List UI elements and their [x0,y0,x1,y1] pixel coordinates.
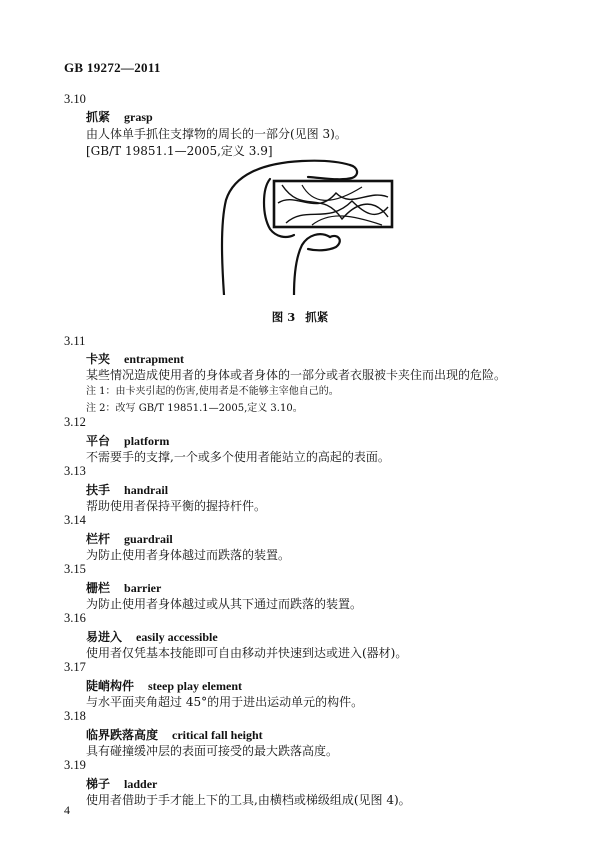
clause-number: 3.11 [64,334,86,348]
term-definition: 由人体单手抓住支撑物的周长的一部分(见图 3)。 [86,127,347,141]
term-zh: 栅栏 [86,581,111,595]
figure-title: 抓紧 [305,310,329,324]
term-zh: 梯子 [86,777,111,791]
term-definition: 某些情况造成使用者的身体或者身体的一部分或者衣服被卡夹住而出现的危险。 [86,368,507,382]
page-number: 4 [64,803,70,817]
grasp-hand-illustration [212,145,402,295]
clause-number: 3.15 [64,562,86,576]
term-reference: [GB/T 19851.1—2005,定义 3.9] [86,144,273,158]
clause-number: 3.17 [64,660,86,674]
term-en: grasp [124,110,153,124]
term-zh: 抓紧 [86,110,111,124]
standard-header: GB 19272—2011 [64,60,161,75]
term-heading [86,432,169,449]
term-en: platform [124,434,170,448]
term-zh: 易进入 [86,630,123,644]
term-zh: 卡夹 [86,352,111,366]
clause-number: 3.19 [64,758,86,772]
term-zh: 平台 [86,434,111,448]
term-definition: 使用者借助于手才能上下的工具,由横档或梯级组成(见图 4)。 [86,793,411,807]
term-heading [86,726,263,743]
term-definition: 为防止使用者身体越过或从其下通过而跌落的装置。 [86,597,363,611]
term-zh: 陡峭构件 [86,679,135,693]
clause-number: 3.10 [64,92,86,106]
term-heading [86,579,161,596]
term-definition: 为防止使用者身体越过而跌落的装置。 [86,548,291,562]
term-heading [86,775,157,792]
term-heading [86,628,218,645]
figure-caption [0,309,600,325]
term-definition: 不需要手的支撑,一个或多个使用者能站立的高起的表面。 [86,450,390,464]
term-zh: 栏杆 [86,532,111,546]
clause-number: 3.12 [64,415,86,429]
clause-number: 3.16 [64,611,86,625]
term-heading [86,530,173,547]
term-en: critical fall height [172,728,263,742]
term-heading [86,481,168,498]
term-zh: 临界跌落高度 [86,728,159,742]
term-definition: 帮助使用者保持平衡的握持杆件。 [86,499,267,513]
figure-label: 图 3 [271,310,296,324]
term-definition: 具有碰撞缓冲层的表面可接受的最大跌落高度。 [86,744,339,758]
term-en: easily accessible [136,630,218,644]
term-en: steep play element [148,679,242,693]
clause-number: 3.13 [64,464,86,478]
term-note: 注 2：改写 GB/T 19851.1—2005,定义 3.10。 [86,403,303,414]
term-heading [86,108,153,125]
term-heading [86,677,242,694]
term-definition: 使用者仅凭基本技能即可自由移动并快速到达或进入(器材)。 [86,646,408,660]
term-en: handrail [124,483,169,497]
term-definition: 与水平面夹角超过 45°的用于进出运动单元的构件。 [86,695,364,709]
term-en: ladder [124,777,158,791]
term-en: guardrail [124,532,173,546]
clause-number: 3.18 [64,709,86,723]
term-en: entrapment [124,352,185,366]
term-en: barrier [124,581,162,595]
clause-number: 3.14 [64,513,86,527]
term-zh: 扶手 [86,483,111,497]
term-note: 注 1：由卡夹引起的伤害,使用者是不能够主宰他自己的。 [86,386,339,397]
term-heading [86,350,184,367]
